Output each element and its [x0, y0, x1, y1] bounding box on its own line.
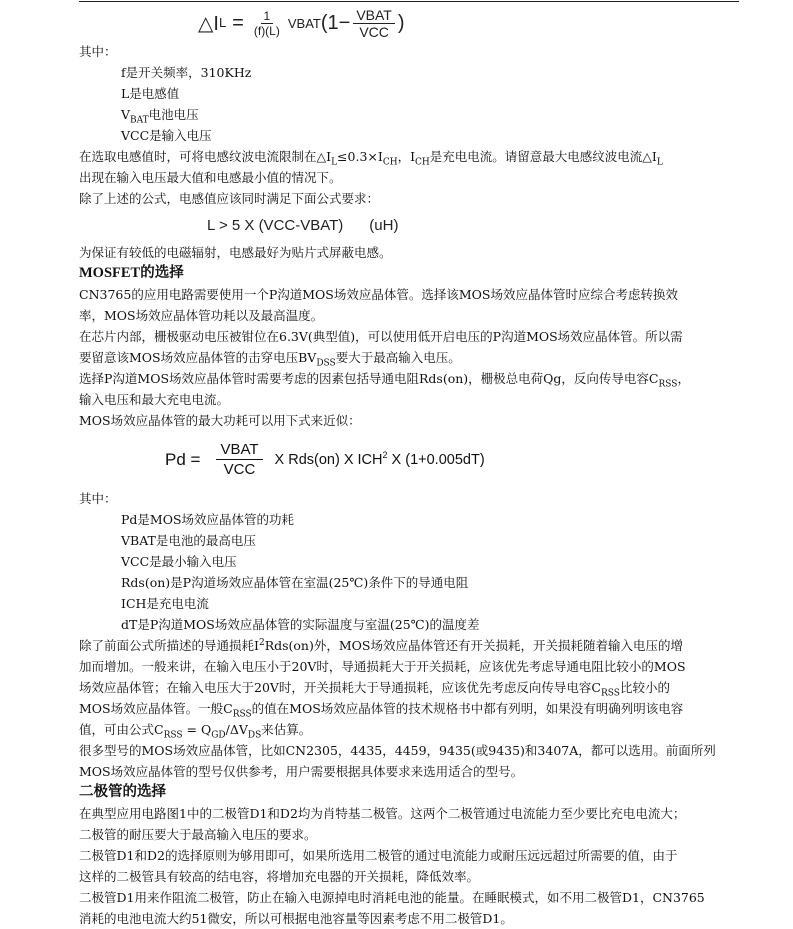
section-heading-diode: 二极管的选择 [79, 784, 166, 800]
power-dissipation-formula [79, 431, 741, 488]
where-label-1: 其中： [79, 44, 117, 59]
paragraph-diode-2-cont: 这样的二极管具有较高的结电容，将增加充电器的开关损耗，降低效率。 [79, 869, 480, 884]
paragraph-models-1: 很多型号的MOS场效应晶体管，比如CN2305，4435，4459，9435(或9435)和3407A，都可以选用。前面所列 [79, 743, 716, 758]
where-label-2: 其中： [79, 491, 117, 506]
definition-l: L是电感值 [121, 86, 180, 101]
paragraph-switching-2: 加而增加。一般来讲，在输入电压小于20V时，导通损耗大于开关损耗，应该优先考虑导通电阻比较小的MOS [79, 659, 686, 674]
definition-pd: Pd是MOS场效应晶体管的功耗 [121, 512, 295, 527]
paragraph-mosfet-3: 选择P沟道MOS场效应晶体管时需要考虑的因素包括导通电阻Rds(on)，栅极总电荷Qg，反向传导电容$C_{RSS}$， [79, 371, 690, 389]
paragraph-ripple-limit: 在选取电感值时，可将电感纹波电流限制在$\triangle I_L\le 0.3\times I_{CH}$，$I_{CH}$是充电电流。请留意最大电感纹波电流$\triangle I_L$ [79, 149, 663, 167]
definition-ich: ICH是充电电流 [121, 596, 209, 611]
paragraph-models-2: MOS场效应晶体管的型号仅供参考，用户需要根据具体要求来选用适合的型号。 [79, 764, 524, 779]
paragraph-diode-2: 二极管D1和D2的选择原则为够用即可，如果所选用二极管的通过电流能力或耐压远远超过所需要的值，由于 [79, 848, 678, 863]
paragraph-switching-5: 值，可由公式$C_{RSS} = Q_{GD}/\Delta V_{DS}$来估算。 [79, 722, 312, 740]
definition-rds: Rds(on)是P沟道场效应晶体管在室温(25℃)条件下的导通电阻 [121, 575, 469, 590]
section-heading-mosfet: MOSFET的选择 [79, 265, 184, 281]
document-body [79, 41, 741, 929]
delta-il-symbol: △I [198, 12, 219, 35]
definition-vcc-min: VCC是最小输入电压 [121, 554, 237, 569]
paragraph-switching-3: 场效应晶体管；在输入电压大于20V时，开关损耗大于导通损耗，应该优先考虑反向传导电容$C_{RSS}$比较小的 [79, 680, 670, 698]
definition-vbat-max: VBAT是电池的最高电压 [121, 533, 256, 548]
definition-vbat: $V_{BAT}$电池电压 [121, 107, 199, 125]
inductance-formula [79, 209, 741, 242]
paragraph-mosfet-2-cont: 要留意该MOS场效应晶体管的击穿电压$BV_{DSS}$要大于最高输入电压。 [79, 350, 461, 368]
inductance-unit: (uH) [369, 217, 399, 234]
definition-vcc: VCC是输入电压 [121, 128, 212, 143]
paragraph-mosfet-1: CN3765的应用电路需要使用一个P沟道MOS场效应晶体管。选择该MOS场效应晶体管时应综合考虑转换效 [79, 287, 678, 302]
paragraph-diode-3: 二极管D1用来作阻流二极管，防止在输入电源掉电时消耗电池的能量。在睡眠模式，如不用二极管D1，CN3765 [79, 890, 705, 905]
fraction-vbat-over-vcc: $\frac{\text{VBAT}}{\text{VCC}}$ [353, 7, 395, 40]
paragraph-ripple-limit-cont: 出现在输入电压最大值和电感最小值的情况下。 [79, 170, 342, 185]
paragraph-mosfet-2: 在芯片内部，栅极驱动电压被钳位在6.3V(典型值)，可以使用低开启电压的P沟道MOS场效应晶体管。所以需 [79, 329, 683, 344]
ripple-formula: △I L = $\frac{1}{(f)(L)}$ VBAT (1− $\frac{\text{VBAT}}{\text{VCC}}$ ) [198, 6, 405, 40]
paragraph-power-intro: MOS场效应晶体管的最大功耗可以用下式来近似： [79, 413, 361, 428]
open-paren: (1− [320, 11, 351, 34]
pd-lead: Pd = [165, 449, 201, 469]
vbat-term: VBAT [287, 15, 321, 31]
paragraph-diode-1: 在典型应用电路图1中的二极管D1和D2均为肖特基二极管。这两个二极管通过电流能力至少要比充电电流大； [79, 806, 686, 821]
paragraph-mosfet-1-cont: 率，MOS场效应晶体管功耗以及最高温度。 [79, 308, 324, 323]
paragraph-emi: 为保证有较低的电磁辐射，电感最好为贴片式屏蔽电感。 [79, 245, 392, 260]
pd-fraction: $\frac{\text{VBAT}}{\text{VCC}}$ [216, 440, 262, 479]
equals-sign: = [232, 11, 244, 34]
definition-f: f是开关频率，310KHz [121, 65, 252, 80]
paragraph-switching-1: 除了前面公式所描述的导通损耗$I^2Rds(on)$外，MOS场效应晶体管还有开关损耗，开关损耗随着输入电压的增 [79, 637, 683, 653]
paragraph-formula-intro: 除了上述的公式，电感值应该同时满足下面公式要求： [79, 191, 380, 206]
top-rule [79, 1, 739, 2]
fraction-one-over-fl: $\frac{1}{(f)(L)}$ [253, 8, 280, 38]
pd-remainder: X Rds(on) X ICH$^2$ X (1+0.005dT) [274, 449, 485, 468]
paragraph-switching-4: MOS场效应晶体管。一般$C_{RSS}$的值在MOS场效应晶体管的技术规格书中都有列明，如果没有明确列明该电容 [79, 701, 684, 719]
paragraph-diode-1-cont: 二极管的耐压要大于最高输入电压的要求。 [79, 827, 317, 842]
paragraph-diode-3-cont: 消耗的电池电流大约51微安，所以可根据电池容量等因素考虑不用二极管D1。 [79, 911, 513, 926]
definition-dt: dT是P沟道MOS场效应晶体管的实际温度与室温(25℃)的温度差 [121, 617, 480, 632]
inductance-expression: L > 5 X (VCC-VBAT) [207, 217, 344, 234]
paragraph-mosfet-3-cont: 输入电压和最大充电电流。 [79, 392, 230, 407]
close-paren: ) [397, 11, 405, 34]
